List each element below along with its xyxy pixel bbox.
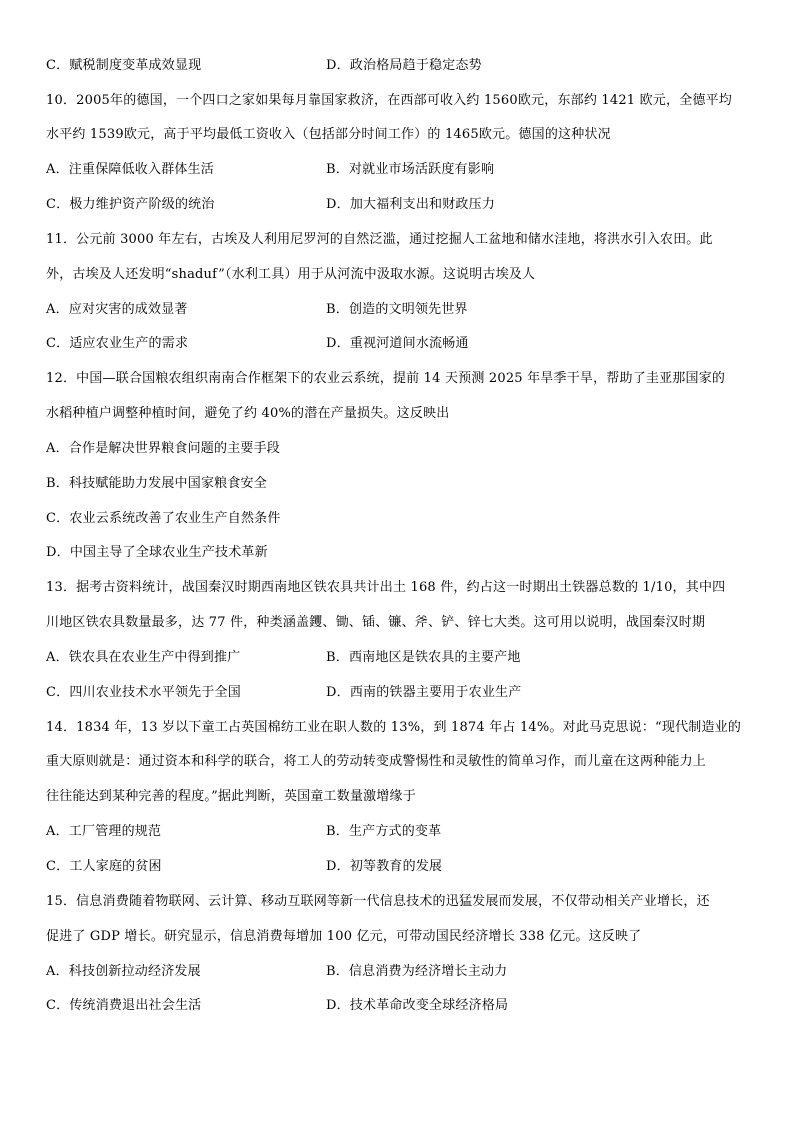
q15-option-a: A．科技创新拉动经济发展 (46, 964, 201, 979)
q12-option-d: D．中国主导了全球农业生产技术革新 (46, 545, 268, 560)
q10-option-b: B．对就业市场活跃度有影响 (326, 162, 495, 177)
q11-option-c: C．适应农业生产的需求 (46, 336, 189, 351)
q11-option-b: B．创造的文明领先世界 (326, 302, 468, 317)
q15-option-c: C．传统消费退出社会生活 (46, 998, 202, 1013)
q11-stem-line-1: 11．公元前 3000 年左右，古埃及人利用尼罗河的自然泛滥，通过挖掘人工盆地和储水洼地，将洪水引入农田。此 (46, 232, 713, 247)
q15-stem-line-1: 15．信息消费随着物联网、云计算、移动互联网等新一代信息技术的迅猛发展而发展，不仅带动相关产业增长，还 (46, 894, 710, 909)
q12-stem-line-1: 12．中国—联合国粮农组织南南合作框架下的农业云系统，提前 14 天预测 2025 年旱季干旱，帮助了圭亚那国家的 (46, 371, 726, 386)
q11-option-d: D．重视河道间水流畅通 (326, 336, 469, 351)
q12-option-c: C．农业云系统改善了农业生产自然条件 (46, 511, 281, 526)
q11-stem-line-2: 外，古埃及人还发明“shaduf”（水利工具）用于从河流中汲取水源。这说明古埃及人 (46, 267, 536, 282)
q10-option-d: D．加大福利支出和财政压力 (326, 197, 496, 212)
q10-option-a: A．注重保障低收入群体生活 (46, 162, 214, 177)
q14-stem-line-2: 重大原则就是：通过资本和科学的联合，将工人的劳动转变成警惕性和灵敏性的简单习作，而儿童在这两种能力上 (46, 754, 707, 769)
q14-stem-line-1: 14．1834 年，13 岁以下童工占英国棉纺工业在职人数的 13%，到 1874 年占 14%。对此马克思说：“现代制造业的 (46, 720, 742, 735)
q12-stem-line-2: 水稻种植户调整种植时间，避免了约 40%的潜在产量损失。这反映出 (46, 406, 450, 421)
q11-option-a: A．应对灾害的成效显著 (46, 302, 188, 317)
q13-option-b: B．西南地区是铁农具的主要产地 (326, 650, 521, 665)
q12-option-b: B．科技赋能助力发展中国家粮食安全 (46, 476, 267, 491)
q12-option-a: A．合作是解决世界粮食问题的主要手段 (46, 441, 280, 456)
q14-stem-line-3: 往往能达到某种完善的程度。”据此判断，英国童工数量激增缘于 (46, 789, 416, 804)
q13-stem-line-1: 13．据考古资料统计，战国秦汉时期西南地区铁农具共计出土 168 件，约占这一时期出土铁器总数的 1/10，其中四 (46, 580, 726, 595)
q14-option-c: C．工人家庭的贫困 (46, 859, 162, 874)
q13-option-c: C．四川农业技术水平领先于全国 (46, 685, 241, 700)
q15-option-b: B．信息消费为经济增长主动力 (326, 964, 508, 979)
q14-option-a: A．工厂管理的规范 (46, 824, 162, 839)
q10-option-c: C．极力维护资产阶级的统治 (46, 197, 215, 212)
q10-stem-line-1: 10．2005年的德国，一个四口之家如果每月靠国家救济，在西部可收入约 1560欧元，东部约 1421 欧元，全德平均 (46, 93, 732, 108)
q13-option-d: D．西南的铁器主要用于农业生产 (326, 685, 522, 700)
q13-stem-line-2: 川地区铁农具数量最多，达 77 件，种类涵盖钁、锄、锸、镰、斧、铲、锌七大类。这可用以说明，战国秦汉时期 (46, 615, 706, 630)
q14-option-d: D．初等教育的发展 (326, 859, 443, 874)
q14-option-b: B．生产方式的变革 (326, 824, 442, 839)
prev-option-d: D．政治格局趋于稳定态势 (326, 58, 482, 73)
q15-stem-line-2: 促进了 GDP 增长。研究显示，信息消费每增加 100 亿元，可带动国民经济增长 338 亿元。这反映了 (46, 929, 642, 944)
q10-stem-line-2: 水平约 1539欧元，高于平均最低工资收入（包括部分时间工作）的 1465欧元。德国的这种状况 (46, 127, 611, 142)
q15-option-d: D．技术革命改变全球经济格局 (326, 998, 509, 1013)
prev-option-c: C．赋税制度变革成效显现 (46, 58, 202, 73)
q13-option-a: A．铁农具在农业生产中得到推广 (46, 650, 241, 665)
